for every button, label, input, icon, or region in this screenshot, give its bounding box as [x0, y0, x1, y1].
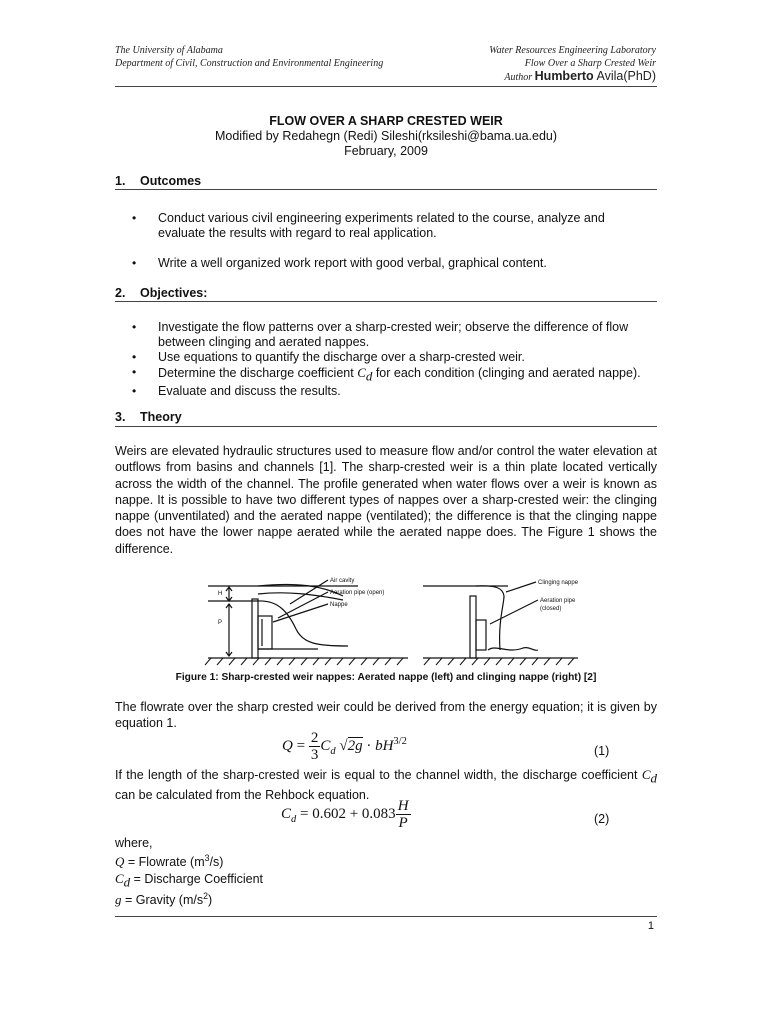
doc-title: FLOW OVER A SHARP CRESTED WEIR: [269, 114, 503, 128]
weir-plate-right: [470, 596, 476, 658]
aeration-pipe-left: [258, 616, 272, 649]
equation-2-number: (2): [594, 812, 610, 826]
title-block: [115, 114, 657, 159]
label-H: H: [218, 591, 223, 597]
list-item: • Determine the discharge coefficient $C_d$ for each condition (clinging and aerated nappe).: [115, 365, 657, 384]
fraction: $\frac{2}{3}$: [310, 730, 319, 763]
doc-subject: Flow Over a Sharp Crested Weir: [524, 58, 656, 69]
weir-plate-left: [252, 599, 258, 658]
def-g: g = Gravity $(m/s^2)$: [115, 891, 213, 908]
label-aeration-pipe: Aeration pipe: [540, 598, 576, 604]
author-name: Humberto Avila(PhD): [534, 69, 656, 83]
outcomes-list: [115, 211, 657, 271]
page-number: 1: [647, 920, 654, 932]
list-item: • Investigate the flow patterns over a sharp-crested weir; observe the difference of flow between clinging and aerated nappes.: [115, 320, 657, 350]
equation-2: $C_d = 0.602 + 0.083$ $\frac{H}{P}$: [281, 798, 409, 831]
department-name: Department of Civil, Construction and Environmental Engineering: [115, 58, 384, 69]
label-nappe: Nappe: [330, 602, 348, 608]
equation-1: Q = $\frac{2}{3}$ $C_d$ $√2g \cdot bH^{3/2}$: [282, 730, 407, 763]
label-clinging-nappe: Clinging nappe: [538, 580, 579, 586]
section-objectives-heading: 2. Objectives:: [115, 286, 208, 300]
header-left: [115, 44, 383, 70]
equation-1-number: (1): [594, 744, 610, 758]
label-air-cavity: Air cavity: [330, 578, 355, 584]
figure-caption: Figure 1: Sharp-crested weir nappes: Aerated nappe (left) and clinging nappe (right) [2]: [175, 672, 597, 683]
label-P: P: [218, 620, 223, 626]
section-outcomes-heading: 1. Outcomes: [115, 174, 202, 188]
lab-name: Water Resources Engineering Laboratory: [489, 45, 656, 56]
aeration-pipe-right: [476, 620, 486, 650]
list-item: • Use equations to quantify the discharge over a sharp-crested weir.: [115, 350, 657, 365]
weir-figure: [178, 574, 598, 666]
rehbock-paragraph: If the length of the sharp-crested weir is equal to the channel width, the discharge coefficient $C_d$ can be calculated from the Rehbock equation.: [115, 767, 657, 802]
list-item: • Conduct various civil engineering experiments related to the course, analyze and evaluate the results with regard to real application.: [115, 211, 657, 241]
section-rule: [115, 426, 657, 427]
list-item: • Write a well organized work report with good verbal, graphical content.: [115, 256, 657, 271]
author-label: Author: [504, 72, 533, 83]
variable-definitions: [115, 836, 263, 909]
header-rule: [115, 86, 657, 87]
objectives-list: [115, 320, 657, 399]
author-line: [489, 70, 656, 84]
footer-rule: [115, 916, 657, 917]
label-closed: (closed): [540, 606, 562, 612]
list-item: • Evaluate and discuss the results.: [115, 384, 657, 399]
doc-date: February, 2009: [344, 144, 428, 158]
university-name: The University of Alabama: [115, 45, 223, 56]
section-rule: [115, 301, 657, 302]
flowrate-paragraph: The flowrate over the sharp crested weir could be derived from the energy equation; it is given by equation 1.: [115, 700, 657, 731]
where-label: where,: [115, 836, 153, 850]
label-aeration-pipe-open: Aeration pipe (open): [330, 590, 385, 596]
def-Cd: $C_d$ = Discharge Coefficient: [115, 870, 263, 890]
def-Q: Q = Flowrate $(m^3/s)$: [115, 853, 224, 870]
section-theory-heading: 3. Theory: [115, 410, 182, 424]
theory-paragraph: Weirs are elevated hydraulic structures used to measure flow and/or control the water elevation at outflows from basins and channels [1]. The sharp-crested weir is a thin plate located vertically across the width of the channel. The profile generated when water flows over a weir is known as nappe. It is possible to have two different types of nappes over a sharp-crested weir: the clinging nappe (unventilated) and the aerated nappe (ventilated); the difference is that the clinging nappe does not have the lower nappe aerated while the aerated nappe does. The Figure 1 shows the difference.: [115, 444, 657, 556]
clinging-nappe: [476, 586, 504, 650]
fraction: $\frac{H}{P}$: [397, 798, 409, 831]
section-rule: [115, 189, 657, 190]
modified-by: Modified by Redahegn (Redi) Sileshi(rksileshi@bama.ua.edu): [214, 129, 558, 143]
header-right: [489, 44, 656, 84]
